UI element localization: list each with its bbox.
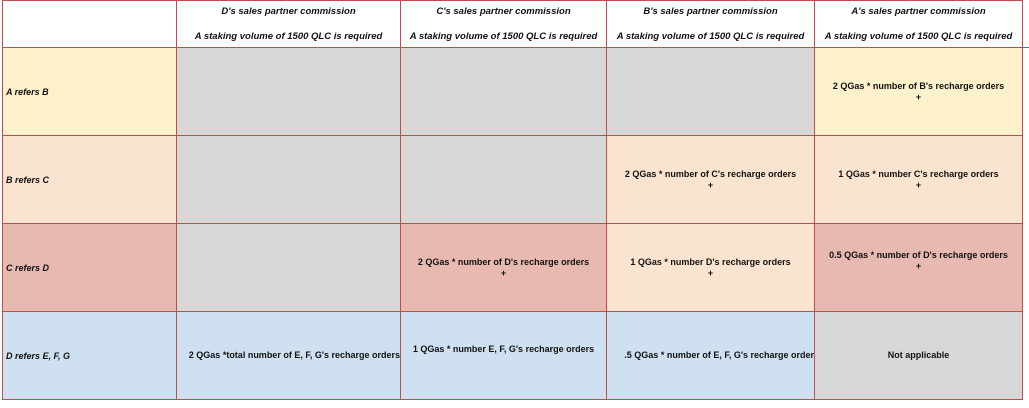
table-cell bbox=[177, 224, 401, 312]
table-cell bbox=[607, 224, 815, 312]
table-cell bbox=[815, 224, 1023, 312]
row-label-d-refers-efg: D refers E, F, G bbox=[3, 312, 177, 400]
row-label-a-refers-b: A refers B bbox=[3, 48, 177, 136]
table-cell bbox=[177, 48, 401, 136]
table-cell bbox=[607, 312, 815, 400]
header-corner bbox=[3, 1, 177, 48]
cell-plus-sign: + bbox=[915, 92, 922, 102]
header-col-a bbox=[815, 1, 1023, 48]
header-col-c-requirement: A staking volume of 1500 QLC is required bbox=[409, 31, 598, 42]
table-cell bbox=[401, 48, 607, 136]
header-col-d-requirement: A staking volume of 1500 QLC is required bbox=[194, 31, 383, 42]
commission-table bbox=[2, 0, 1023, 400]
cell-plus-sign: + bbox=[707, 268, 714, 278]
row-label-b-refers-c: B refers C bbox=[3, 136, 177, 224]
row-label-c-refers-d: C refers D bbox=[3, 224, 177, 312]
cell-formula: Not applicable bbox=[887, 350, 950, 360]
table-cell bbox=[401, 136, 607, 224]
table-cell bbox=[607, 136, 815, 224]
header-col-b-requirement: A staking volume of 1500 QLC is required bbox=[616, 31, 805, 42]
header-col-d bbox=[177, 1, 401, 48]
cell-formula: 1 QGas * number E, F, G's recharge orders bbox=[412, 344, 595, 354]
cell-formula: 2 QGas *total number of E, F, G's recharge orders bbox=[188, 350, 400, 360]
cell-plus-sign: + bbox=[915, 261, 922, 271]
table-cell bbox=[177, 136, 401, 224]
header-col-c-title: C's sales partner commission bbox=[436, 6, 571, 17]
table-cell bbox=[607, 48, 815, 136]
header-col-d-title: D's sales partner commission bbox=[221, 6, 356, 17]
table-cell bbox=[815, 312, 1023, 400]
header-col-b-title: B's sales partner commission bbox=[643, 6, 778, 17]
header-col-a-requirement: A staking volume of 1500 QLC is required bbox=[824, 31, 1013, 42]
cell-formula: 2 QGas * number of D's recharge orders bbox=[417, 257, 590, 267]
header-col-c bbox=[401, 1, 607, 48]
cell-plus-sign: + bbox=[707, 180, 714, 190]
table-cell bbox=[177, 312, 401, 400]
cell-formula: 0.5 QGas * number of D's recharge orders bbox=[829, 250, 1008, 260]
selection-edge-marker bbox=[1022, 47, 1029, 48]
cell-plus-sign: + bbox=[915, 180, 922, 190]
cell-formula: .5 QGas * number of E, F, G's recharge order bbox=[624, 350, 814, 360]
cell-formula: 2 QGas * number of B's recharge orders bbox=[832, 81, 1005, 91]
cell-formula: 2 QGas * number of C's recharge orders bbox=[624, 169, 797, 179]
table-cell bbox=[815, 136, 1023, 224]
cell-formula: 1 QGas * number D's recharge orders bbox=[630, 257, 791, 267]
cell-plus-sign: + bbox=[500, 268, 507, 278]
table-cell bbox=[401, 312, 607, 400]
header-col-b bbox=[607, 1, 815, 48]
table-cell bbox=[815, 48, 1023, 136]
table-cell bbox=[401, 224, 607, 312]
cell-formula: 1 QGas * number C's recharge orders bbox=[838, 169, 999, 179]
header-col-a-title: A's sales partner commission bbox=[851, 6, 986, 17]
